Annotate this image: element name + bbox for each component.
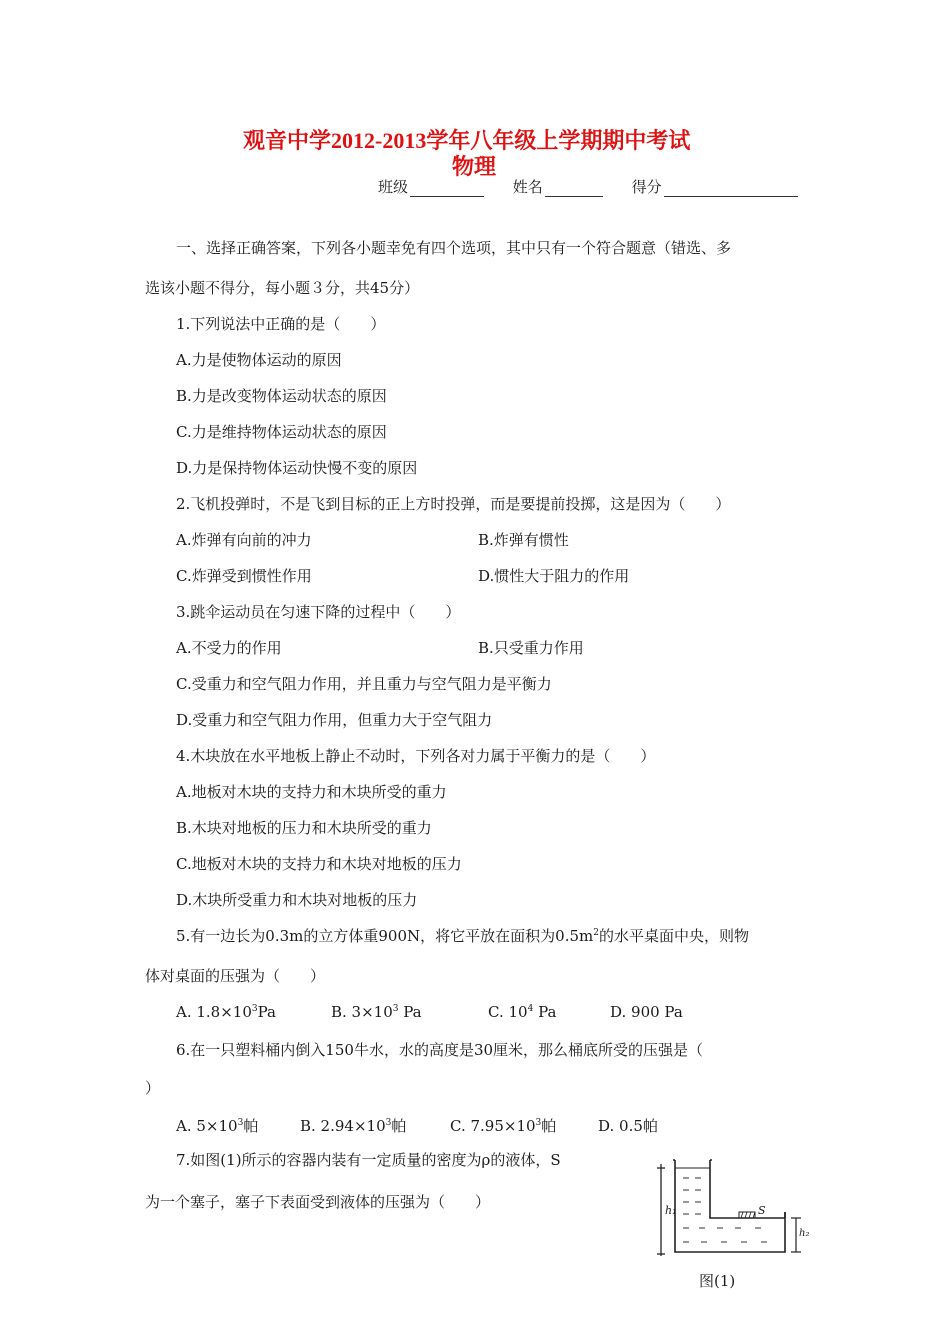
q5-stem-sup: 2 — [593, 928, 599, 938]
q6-a-unit: 帕 — [243, 1117, 259, 1135]
section-intro-line2: 选该小题不得分，每小题３分，共45分） — [145, 279, 420, 297]
q5-a-unit: Pa — [257, 1003, 276, 1021]
q7-stem-line2: 为一个塞子，塞子下表面受到液体的压强为（ ） — [145, 1193, 491, 1211]
q5-option-b — [331, 1002, 422, 1022]
q5-c-unit: Pa — [533, 1003, 557, 1021]
q6-option-d: D. 0.5帕 — [598, 1117, 658, 1135]
q5-a-text: A. 1.8×10 — [176, 1003, 252, 1021]
exam-subject: 物理 — [452, 154, 497, 179]
q6-a-sup: 3 — [237, 1118, 244, 1128]
q5-stem-line2: 体对桌面的压强为（ ） — [145, 967, 326, 985]
q6-c-unit: 帕 — [541, 1117, 557, 1135]
q6-stem-line1: 6.在一只塑料桶内倒入150牛水，水的高度是30厘米，那么桶底所受的压强是（ — [176, 1041, 704, 1059]
q2-option-a: A.炸弹有向前的冲力 — [176, 531, 312, 549]
score-blank[interactable] — [664, 180, 798, 197]
q4-option-d: D.木块所受重力和木块对地板的压力 — [176, 891, 418, 909]
q6-option-c — [450, 1116, 556, 1136]
q6-a-text: A. 5×10 — [176, 1117, 238, 1135]
container-figure — [655, 1152, 815, 1292]
q5-option-c — [488, 1002, 556, 1022]
stopper-label: S — [758, 1204, 766, 1217]
q2-option-b: B.炸弹有惯性 — [478, 531, 569, 549]
q5-stem-part1: 5.有一边长为0.3m的立方体重900N，将它平放在面积为0.5m — [176, 927, 594, 945]
q6-option-a — [176, 1116, 258, 1136]
q3-option-b: B.只受重力作用 — [478, 639, 584, 657]
q2-option-d: D.惯性大于阻力的作用 — [478, 567, 630, 585]
q1-option-b: B.力是改变物体运动状态的原因 — [176, 387, 387, 405]
q4-option-b: B.木块对地板的压力和木块所受的重力 — [176, 819, 432, 837]
h2-label: h₂ — [799, 1228, 810, 1239]
q1-option-a: A.力是使物体运动的原因 — [176, 351, 342, 369]
q6-b-unit: 帕 — [391, 1117, 407, 1135]
q3-stem: 3.跳伞运动员在匀速下降的过程中（ ） — [176, 603, 461, 621]
q5-option-a — [176, 1002, 276, 1022]
q1-option-c: C.力是维持物体运动状态的原因 — [176, 423, 387, 441]
q5-option-d: D. 900 Pa — [610, 1003, 683, 1021]
q6-b-sup: 3 — [385, 1118, 392, 1128]
section-intro-line1: 一、选择正确答案，下列各小题幸免有四个选项，其中只有一个符合题意（错选、多 — [176, 239, 732, 257]
q3-option-a: A.不受力的作用 — [176, 639, 282, 657]
figure-caption: 图(1) — [699, 1272, 736, 1290]
q5-b-sup: 3 — [392, 1004, 399, 1014]
q6-b-text: B. 2.94×10 — [300, 1117, 386, 1135]
q4-option-a: A.地板对木块的支持力和木块所受的重力 — [176, 783, 447, 801]
student-info-row — [378, 176, 798, 197]
q4-stem: 4.木块放在水平地板上静止不动时，下列各对力属于平衡力的是（ ） — [176, 747, 656, 765]
q5-b-unit: Pa — [398, 1003, 422, 1021]
q1-stem: 1.下列说法中正确的是（ ） — [176, 315, 386, 333]
q3-option-d: D.受重力和空气阻力作用，但重力大于空气阻力 — [176, 711, 493, 729]
q6-stem-line2: ） — [145, 1079, 161, 1097]
q5-c-text: C. 10 — [488, 1003, 528, 1021]
q4-option-c: C.地板对木块的支持力和木块对地板的压力 — [176, 855, 462, 873]
q3-option-c: C.受重力和空气阻力作用，并且重力与空气阻力是平衡力 — [176, 675, 552, 693]
q1-option-d: D.力是保持物体运动快慢不变的原因 — [176, 459, 418, 477]
name-label: 姓名 — [512, 178, 543, 196]
q5-a-sup: 3 — [251, 1004, 258, 1014]
q6-c-text: C. 7.95×10 — [450, 1117, 536, 1135]
q5-c-sup: 4 — [527, 1004, 534, 1014]
name-blank[interactable] — [545, 180, 603, 197]
class-blank[interactable] — [410, 180, 484, 197]
q5-b-text: B. 3×10 — [331, 1003, 393, 1021]
q6-option-b — [300, 1116, 406, 1136]
exam-title: 观音中学2012-2013学年八年级上学期期中考试 — [243, 128, 691, 153]
q6-c-sup: 3 — [535, 1118, 542, 1128]
q7-stem-line1: 7.如图(1)所示的容器内装有一定质量的密度为ρ的液体，S — [176, 1151, 561, 1169]
class-label: 班级 — [378, 178, 409, 196]
q5-stem-line1 — [176, 926, 749, 946]
h1-label: h₁ — [665, 1204, 677, 1217]
q2-option-c: C.炸弹受到惯性作用 — [176, 567, 312, 585]
q2-stem: 2.飞机投弹时，不是飞到目标的正上方时投弹，而是要提前投掷，这是因为（ ） — [176, 495, 731, 513]
score-label: 得分 — [631, 178, 662, 196]
q5-stem-part2: 的水平桌面中央，则物 — [598, 927, 749, 945]
